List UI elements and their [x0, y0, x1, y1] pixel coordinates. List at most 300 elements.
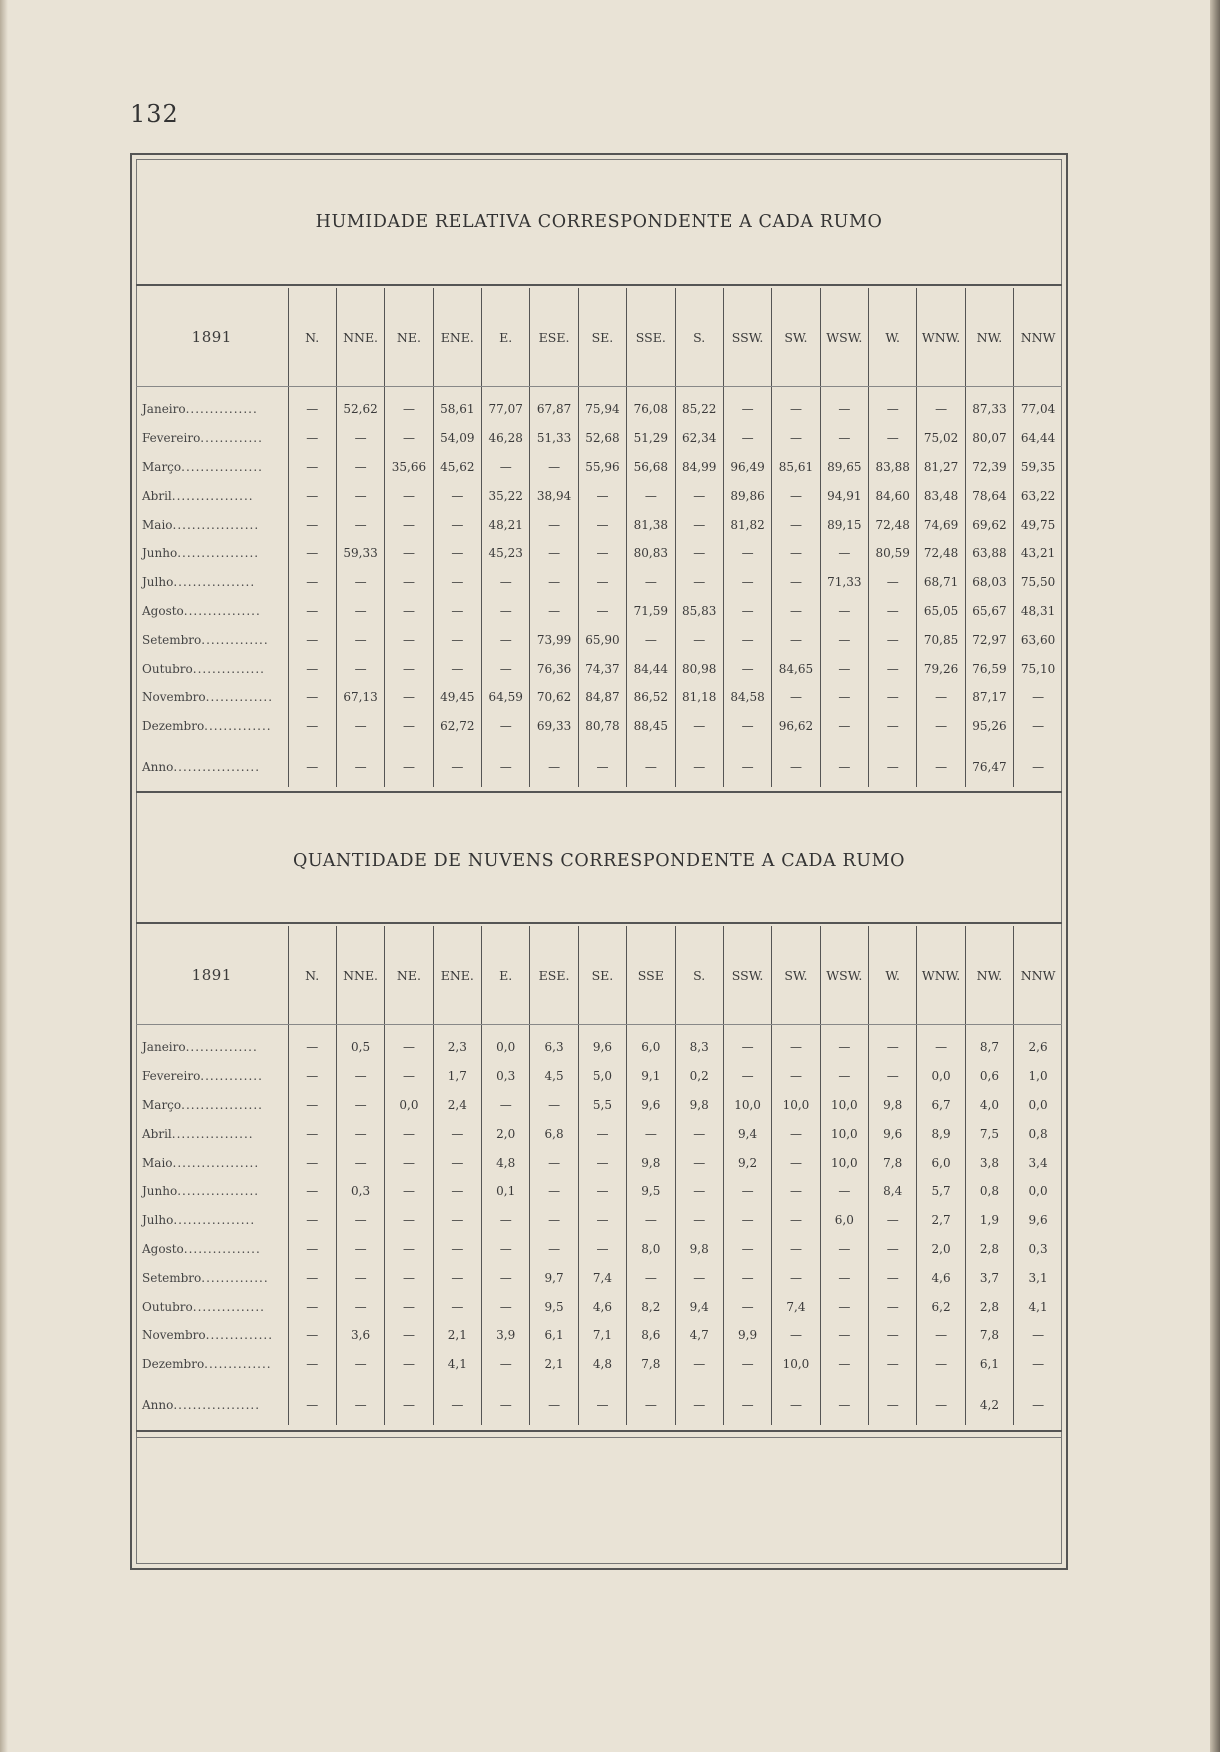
column-header-ne: NE. — [385, 926, 433, 1025]
data-cell: — — [772, 1025, 820, 1062]
data-cell: — — [288, 387, 336, 424]
data-cell: — — [385, 539, 433, 568]
dot-leader: ............. — [200, 431, 263, 446]
data-cell: — — [675, 1119, 723, 1148]
data-cell: — — [385, 1062, 433, 1091]
data-cell: 6,8 — [530, 1119, 578, 1148]
year-header: 1891 — [136, 288, 288, 387]
table-row — [136, 1206, 1062, 1235]
page-right-edge — [1210, 0, 1220, 1752]
table-row — [136, 387, 1062, 424]
table-row — [136, 510, 1062, 539]
data-cell: — — [288, 1025, 336, 1062]
data-cell: — — [482, 654, 530, 683]
data-cell: 46,28 — [482, 424, 530, 453]
data-cell: 84,58 — [723, 683, 771, 712]
data-cell: 69,62 — [965, 510, 1013, 539]
data-cell: — — [1014, 741, 1062, 787]
data-cell: — — [385, 1206, 433, 1235]
column-header-ene: ENE. — [433, 288, 481, 387]
data-cell: 0,2 — [675, 1062, 723, 1091]
month-name: Fevereiro — [142, 1069, 201, 1084]
data-cell: 72,39 — [965, 453, 1013, 482]
data-cell: 83,48 — [917, 481, 965, 510]
month-name: Maio — [142, 1155, 173, 1170]
data-cell: — — [385, 1321, 433, 1350]
data-cell: 54,09 — [433, 424, 481, 453]
clouds-header-rule — [136, 922, 1062, 924]
column-header-nne: NNE. — [336, 926, 384, 1025]
data-cell: — — [917, 1350, 965, 1379]
data-cell: — — [482, 1206, 530, 1235]
month-name: Setembro — [142, 632, 202, 647]
column-header-nnw: NNW — [1014, 926, 1062, 1025]
month-name: Dezembro — [142, 1357, 205, 1372]
data-cell: 77,04 — [1014, 387, 1062, 424]
data-cell: 38,94 — [530, 481, 578, 510]
data-cell: 7,4 — [772, 1292, 820, 1321]
data-cell: — — [772, 424, 820, 453]
data-cell: 69,33 — [530, 712, 578, 741]
data-cell: 84,44 — [627, 654, 675, 683]
month-label — [136, 1235, 288, 1264]
data-cell: 6,2 — [917, 1292, 965, 1321]
data-cell: 75,10 — [1014, 654, 1062, 683]
data-cell: — — [288, 1235, 336, 1264]
humidity-header-rule — [136, 284, 1062, 286]
column-header-w: W. — [869, 926, 917, 1025]
data-cell: — — [288, 597, 336, 626]
dot-leader: .............. — [201, 1270, 269, 1285]
data-cell: 0,6 — [965, 1062, 1013, 1091]
data-cell: 4,5 — [530, 1062, 578, 1091]
data-cell: 9,4 — [723, 1119, 771, 1148]
data-cell: — — [288, 625, 336, 654]
data-cell: — — [288, 683, 336, 712]
data-cell: — — [288, 654, 336, 683]
dot-leader: .................. — [173, 759, 261, 774]
data-cell: — — [627, 481, 675, 510]
data-cell: — — [385, 654, 433, 683]
data-cell: 68,03 — [965, 568, 1013, 597]
month-name: Setembro — [142, 1270, 202, 1285]
data-cell: 45,23 — [482, 539, 530, 568]
column-header-s: S. — [675, 926, 723, 1025]
data-cell: — — [772, 481, 820, 510]
column-header-se: SE. — [578, 926, 626, 1025]
month-label — [136, 1119, 288, 1148]
data-cell: — — [675, 712, 723, 741]
data-cell: — — [288, 1379, 336, 1425]
month-name: Anno — [142, 1397, 174, 1412]
data-cell: — — [385, 683, 433, 712]
dot-leader: ................. — [171, 488, 254, 503]
table-row — [136, 1350, 1062, 1379]
data-cell: — — [723, 1235, 771, 1264]
data-cell: — — [385, 424, 433, 453]
clouds-table — [136, 926, 1062, 1425]
dot-leader: ................. — [181, 459, 263, 474]
data-cell: 2,0 — [917, 1235, 965, 1264]
data-cell: — — [869, 683, 917, 712]
data-cell: 0,1 — [482, 1177, 530, 1206]
data-cell: — — [627, 1206, 675, 1235]
data-cell: — — [336, 568, 384, 597]
column-header-ne: NE. — [385, 288, 433, 387]
data-cell: — — [336, 597, 384, 626]
data-cell: — — [820, 1062, 868, 1091]
data-cell: — — [288, 712, 336, 741]
dot-leader: ............... — [192, 661, 265, 676]
data-cell: 0,8 — [1014, 1119, 1062, 1148]
data-cell: — — [820, 1177, 868, 1206]
data-cell: — — [869, 387, 917, 424]
dot-leader: ................ — [183, 1241, 261, 1256]
table-row — [136, 1025, 1062, 1062]
data-cell: 9,6 — [627, 1091, 675, 1120]
data-cell: — — [869, 1292, 917, 1321]
data-cell: 83,88 — [869, 453, 917, 482]
data-cell: — — [530, 741, 578, 787]
data-cell: 3,9 — [482, 1321, 530, 1350]
column-header-sse: SSE. — [627, 288, 675, 387]
data-cell: — — [772, 683, 820, 712]
data-cell: — — [723, 1025, 771, 1062]
data-cell: — — [723, 1292, 771, 1321]
data-cell: 81,38 — [627, 510, 675, 539]
data-cell: — — [820, 683, 868, 712]
data-cell: 81,18 — [675, 683, 723, 712]
data-cell: — — [578, 1379, 626, 1425]
data-cell: — — [530, 510, 578, 539]
data-cell: — — [723, 539, 771, 568]
data-cell: 71,59 — [627, 597, 675, 626]
data-cell: — — [288, 1350, 336, 1379]
data-cell: — — [482, 1091, 530, 1120]
data-cell: — — [578, 1235, 626, 1264]
column-header-nw: NW. — [965, 926, 1013, 1025]
data-cell: — — [336, 510, 384, 539]
data-cell: 89,15 — [820, 510, 868, 539]
data-cell: 7,4 — [578, 1263, 626, 1292]
data-cell: 95,26 — [965, 712, 1013, 741]
data-cell: — — [869, 712, 917, 741]
data-cell: — — [869, 1321, 917, 1350]
data-cell: 1,7 — [433, 1062, 481, 1091]
data-cell: — — [385, 1148, 433, 1177]
data-cell: — — [288, 424, 336, 453]
data-cell: — — [433, 510, 481, 539]
month-name: Agosto — [142, 603, 184, 618]
data-cell: 76,36 — [530, 654, 578, 683]
data-cell: — — [385, 481, 433, 510]
month-name: Novembro — [142, 1328, 206, 1343]
month-name: Dezembro — [142, 719, 205, 734]
data-cell: — — [433, 1119, 481, 1148]
data-cell: 2,1 — [530, 1350, 578, 1379]
data-cell: — — [772, 510, 820, 539]
data-cell: — — [675, 1263, 723, 1292]
table-row — [136, 453, 1062, 482]
data-cell: — — [433, 1148, 481, 1177]
data-cell: — — [336, 1263, 384, 1292]
data-cell: — — [433, 1292, 481, 1321]
data-cell: — — [385, 387, 433, 424]
data-cell: — — [772, 597, 820, 626]
data-cell: — — [530, 1148, 578, 1177]
data-cell: 85,83 — [675, 597, 723, 626]
data-cell: — — [336, 712, 384, 741]
month-label — [136, 568, 288, 597]
data-cell: — — [336, 741, 384, 787]
data-cell: 6,7 — [917, 1091, 965, 1120]
data-cell: — — [433, 654, 481, 683]
data-cell: 9,6 — [1014, 1206, 1062, 1235]
column-header-ene: ENE. — [433, 926, 481, 1025]
data-cell: — — [869, 1206, 917, 1235]
page-left-edge — [0, 0, 8, 1752]
data-cell: 48,21 — [482, 510, 530, 539]
data-cell: — — [385, 1292, 433, 1321]
data-cell: — — [336, 1235, 384, 1264]
column-header-wnw: WNW. — [917, 926, 965, 1025]
data-cell: — — [675, 625, 723, 654]
data-cell: 2,1 — [433, 1321, 481, 1350]
annual-row — [136, 1379, 1062, 1425]
data-cell: — — [1014, 1379, 1062, 1425]
data-cell: 3,1 — [1014, 1263, 1062, 1292]
table-row — [136, 654, 1062, 683]
data-cell: — — [820, 1263, 868, 1292]
data-cell: 9,8 — [869, 1091, 917, 1120]
page-number: 132 — [130, 100, 179, 128]
data-cell: — — [288, 1091, 336, 1120]
data-cell: 6,0 — [820, 1206, 868, 1235]
data-cell: 80,83 — [627, 539, 675, 568]
data-cell: — — [433, 1206, 481, 1235]
data-cell: — — [482, 712, 530, 741]
data-cell: 85,61 — [772, 453, 820, 482]
data-cell: — — [772, 1379, 820, 1425]
column-header-sse: SSE — [627, 926, 675, 1025]
data-cell: — — [869, 1025, 917, 1062]
data-cell: 63,22 — [1014, 481, 1062, 510]
data-cell: 85,22 — [675, 387, 723, 424]
data-cell: 10,0 — [772, 1350, 820, 1379]
month-label — [136, 1062, 288, 1091]
month-label — [136, 1263, 288, 1292]
data-cell: 80,07 — [965, 424, 1013, 453]
table-row — [136, 1292, 1062, 1321]
data-cell: 89,86 — [723, 481, 771, 510]
data-cell: 7,8 — [869, 1148, 917, 1177]
dot-leader: ............. — [200, 1069, 263, 1084]
data-cell: — — [578, 741, 626, 787]
data-cell: — — [627, 741, 675, 787]
data-cell: — — [917, 741, 965, 787]
dot-leader: ................. — [181, 1097, 263, 1112]
data-cell: 0,0 — [917, 1062, 965, 1091]
data-cell: — — [1014, 683, 1062, 712]
data-cell: 73,99 — [530, 625, 578, 654]
data-cell: — — [917, 712, 965, 741]
data-cell: 81,27 — [917, 453, 965, 482]
data-cell: 51,33 — [530, 424, 578, 453]
data-cell: 65,67 — [965, 597, 1013, 626]
data-cell: — — [336, 1350, 384, 1379]
table-row — [136, 625, 1062, 654]
month-label — [136, 597, 288, 626]
data-cell: 74,69 — [917, 510, 965, 539]
data-cell: — — [1014, 712, 1062, 741]
data-cell: — — [433, 625, 481, 654]
data-cell: 6,1 — [530, 1321, 578, 1350]
data-cell: — — [675, 1206, 723, 1235]
data-cell: — — [385, 712, 433, 741]
data-cell: 63,88 — [965, 539, 1013, 568]
data-cell: 10,0 — [820, 1119, 868, 1148]
month-label — [136, 741, 288, 787]
dot-leader: .............. — [201, 632, 269, 647]
data-cell: 8,9 — [917, 1119, 965, 1148]
data-cell: — — [482, 453, 530, 482]
data-cell: 7,1 — [578, 1321, 626, 1350]
table-row — [136, 539, 1062, 568]
data-cell: — — [917, 683, 965, 712]
data-cell: 7,5 — [965, 1119, 1013, 1148]
table-row — [136, 1062, 1062, 1091]
data-cell: 96,49 — [723, 453, 771, 482]
month-label — [136, 625, 288, 654]
data-cell: 2,6 — [1014, 1025, 1062, 1062]
dot-leader: ................. — [173, 1213, 256, 1228]
data-cell: — — [723, 1263, 771, 1292]
table-row — [136, 1321, 1062, 1350]
data-cell: 94,91 — [820, 481, 868, 510]
data-cell: — — [772, 1177, 820, 1206]
data-cell: 52,68 — [578, 424, 626, 453]
data-cell: 3,6 — [336, 1321, 384, 1350]
data-cell: — — [723, 424, 771, 453]
data-cell: — — [482, 597, 530, 626]
data-cell: 89,65 — [820, 453, 868, 482]
data-cell: 80,59 — [869, 539, 917, 568]
data-cell: — — [917, 1321, 965, 1350]
column-header-sw: SW. — [772, 288, 820, 387]
humidity-table — [136, 288, 1062, 787]
data-cell: — — [723, 387, 771, 424]
data-cell: — — [530, 568, 578, 597]
data-cell: — — [627, 625, 675, 654]
data-cell: — — [820, 539, 868, 568]
month-label — [136, 424, 288, 453]
month-label — [136, 1091, 288, 1120]
column-header-sw: SW. — [772, 926, 820, 1025]
data-cell: 9,4 — [675, 1292, 723, 1321]
data-cell: — — [772, 539, 820, 568]
data-cell: — — [772, 1235, 820, 1264]
data-cell: — — [723, 625, 771, 654]
table-row — [136, 424, 1062, 453]
data-cell: — — [723, 597, 771, 626]
data-cell: 6,1 — [965, 1350, 1013, 1379]
data-cell: — — [869, 1235, 917, 1264]
data-cell: — — [820, 654, 868, 683]
data-cell: 2,4 — [433, 1091, 481, 1120]
data-cell: 59,33 — [336, 539, 384, 568]
column-header-e: E. — [482, 288, 530, 387]
data-cell: — — [482, 1263, 530, 1292]
data-cell: 52,62 — [336, 387, 384, 424]
data-cell: — — [288, 1292, 336, 1321]
data-cell: 72,48 — [869, 510, 917, 539]
data-cell: 2,3 — [433, 1025, 481, 1062]
data-cell: — — [530, 1235, 578, 1264]
data-cell: 64,44 — [1014, 424, 1062, 453]
data-cell: — — [820, 1379, 868, 1425]
data-cell: 2,8 — [965, 1235, 1013, 1264]
data-cell: — — [288, 453, 336, 482]
data-cell: 49,45 — [433, 683, 481, 712]
data-cell: — — [336, 1148, 384, 1177]
data-cell: 4,6 — [917, 1263, 965, 1292]
month-name: Julho — [142, 575, 174, 590]
data-cell: — — [433, 1235, 481, 1264]
data-cell: — — [820, 1235, 868, 1264]
data-cell: — — [385, 1119, 433, 1148]
data-cell: 5,0 — [578, 1062, 626, 1091]
data-cell: 64,59 — [482, 683, 530, 712]
data-cell: — — [869, 424, 917, 453]
data-cell: — — [723, 568, 771, 597]
month-name: Março — [142, 459, 182, 474]
data-cell: — — [288, 568, 336, 597]
data-cell: — — [433, 1177, 481, 1206]
data-cell: 0,5 — [336, 1025, 384, 1062]
month-name: Junho — [142, 1184, 178, 1199]
column-header-ssw: SSW. — [723, 288, 771, 387]
data-cell: — — [723, 741, 771, 787]
data-cell: 9,7 — [530, 1263, 578, 1292]
data-cell: — — [433, 568, 481, 597]
data-cell: — — [772, 1062, 820, 1091]
data-cell: — — [288, 539, 336, 568]
dot-leader: .............. — [204, 1357, 272, 1372]
data-cell: — — [917, 1025, 965, 1062]
column-header-nw: NW. — [965, 288, 1013, 387]
data-cell: 87,17 — [965, 683, 1013, 712]
data-cell: 4,8 — [578, 1350, 626, 1379]
clouds-bottom-rule — [136, 1430, 1062, 1432]
data-cell: 9,8 — [627, 1148, 675, 1177]
data-cell: — — [578, 1148, 626, 1177]
data-cell: 7,8 — [627, 1350, 675, 1379]
data-cell: — — [530, 453, 578, 482]
column-header-se: SE. — [578, 288, 626, 387]
data-cell: — — [675, 539, 723, 568]
data-cell: 0,3 — [482, 1062, 530, 1091]
data-cell: 70,62 — [530, 683, 578, 712]
table-row — [136, 1263, 1062, 1292]
data-cell: 9,1 — [627, 1062, 675, 1091]
data-cell: — — [288, 1177, 336, 1206]
data-cell: — — [772, 1263, 820, 1292]
data-cell: — — [385, 597, 433, 626]
data-cell: — — [820, 424, 868, 453]
data-cell: — — [288, 1263, 336, 1292]
data-cell: — — [820, 712, 868, 741]
data-cell: 43,21 — [1014, 539, 1062, 568]
